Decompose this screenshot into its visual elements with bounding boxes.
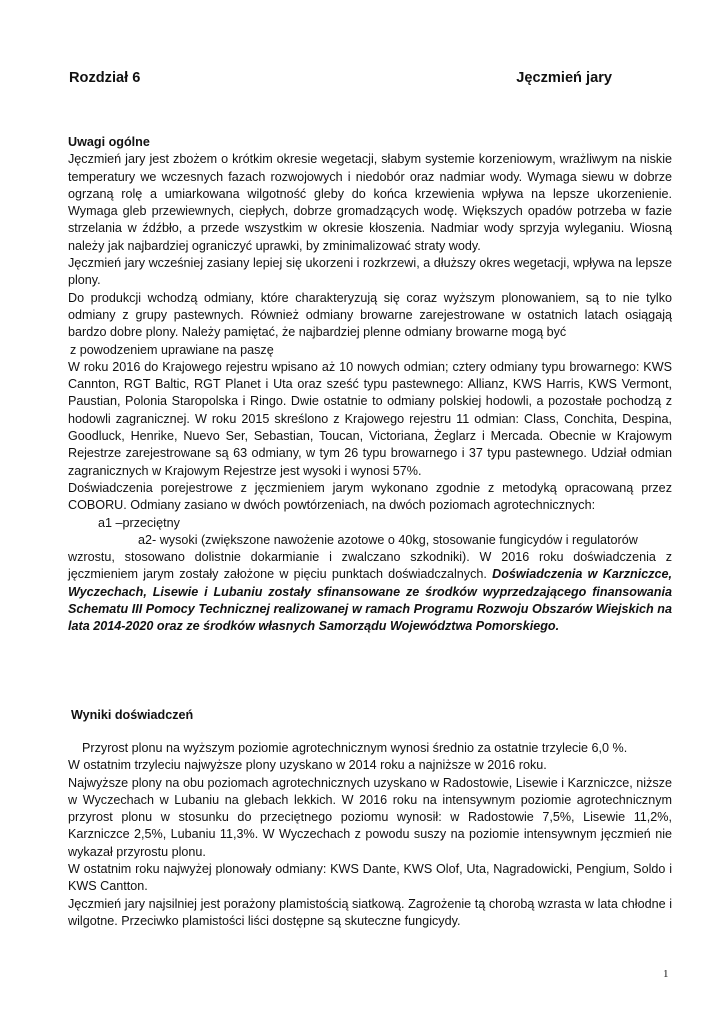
result-three-year: W ostatnim trzyleciu najwyższe plony uzyskano w 2014 roku a najniższe w 2016 roku.: [68, 758, 547, 773]
results-section: [68, 707, 672, 724]
general-remarks-heading: Uwagi ogólne: [68, 135, 150, 149]
paragraph-intro: Jęczmień jary jest zbożem o krótkim okresie wegetacji, słabym systemie korzeniowym, wrażliwym na niskie temperatury we wczesnych fazach rozwojowych i niedobór oraz nadmiar wody. Wymaga siewu w dobrze ogrzaną rolę a umiarkowana wilgotność gleby do końca krzewienia wpływa na lepsze ukorzenienie. Wymaga gleb przewiewnych, ciepłych, dobrze gromadzących wodę. Większych opadów potrzeba w fazie strzelania w źdźbło, a przede wszystkim w okresie kłoszenia. Nadmiar wody sprzyja wyleganiu. Wiosną należy jak najbardziej ograniczyć uprawki, by zminimalizować straty wody.: [68, 152, 672, 253]
result-diseases: Jęczmień jary najsilniej jest porażony plamistością siatkową. Zagrożenie tą chorobą wzrasta w lata chłodne i wilgotne. Przeciwko plamistości liści dostępne są skuteczne fungicydy.: [68, 896, 672, 928]
paragraph-a2-continued: [68, 549, 672, 635]
paragraph-early-sowing: Jęczmień jary wcześniej zasiany lepiej się ukorzeni i rozkrzewi, a dłuższy okres wegetacji, wpływa na lepsze plony.: [68, 256, 672, 288]
funding-note: Doświadczenia w Karzniczce, Wyczechach, Lisewie i Lubaniu zostały sfinansowane ze środków wyprzedzającego finansowania Schematu III Pomocy Technicznej realizowanej w ramach Programu Rozwoju Obszarów Wiejskich na lata 2014-2020 oraz ze środków własnych Samorządu Województwa Pomorskiego.: [68, 567, 673, 634]
paragraph-varieties-end: z powodzeniem uprawiane na paszę: [70, 342, 274, 357]
result-yield-increase: Przyrost plonu na wyższym poziomie agrotechnicznym wynosi średnio za ostatnie trzylecie 6,0 %.: [82, 741, 628, 755]
paragraph-register: W roku 2016 do Krajowego rejestru wpisano aż 10 nowych odmian; cztery odmiany typu browarnego: KWS Cannton, RGT Baltic, RGT Planet i Uta oraz sześć typu pastewnego: Allianz, KWS Harris, KWS Vermont, Paustian, Polonia Staropolska i Ringo. Dwie ostatnie to odmiany polskiej hodowli, a pozostałe pochodzą z hodowli zagranicznej. W roku 2015 skreślono z Krajowego rejestru 11 odmian: Class, Conchita, Despina, Goodluck, Henrike, Nuevo Ser, Sebastian, Toucan, Victoriana, Żeglarz i Mercada. Obecnie w Krajowym Rejestrze zarejestrowane są 63 odmiany, w tym 26 typu browarnego i 37 typu pastewnego. Udział odmian zagranicznych w Krajowym Rejestrze jest wysoki i wynosi 57%.: [68, 359, 672, 478]
paragraph-methodology: Doświadczenia porejestrowe z jęczmieniem jarym wykonano zgodnie z metodyką opracowaną przez COBORU. Odmiany zasiano w dwóch powtórzeniach, na dwóch poziomach agrotechnicznych:: [68, 480, 672, 513]
result-best-varieties: W ostatnim roku najwyżej plonowały odmiany: KWS Dante, KWS Olof, Uta, Nagradowicki, Pengium, Soldo i KWS Cantton.: [68, 862, 672, 894]
chapter-header: [69, 70, 612, 87]
general-remarks-section: [68, 134, 672, 636]
result-locations: Najwyższe plony na obu poziomach agrotechnicznych uzyskano w Radostowie, Lisewie i Karzniczce, niższe w Wyczechach w Lubaniu na glebach lekkich. W 2016 roku na intensywnym poziomie agrotechnicznym przyrost plonu w stosunku do przeciętnego poziomu wynosił: w Radostowie 7,5%, Lisewie 11,2%, Karzniczce 2,5%, Lubaniu 11,3%. W Wyczechach z powodu suszy na poziomie intensywnym jęczmień nie wykazał przyrostu plonu.: [68, 775, 672, 859]
level-a2: a2- wysoki (zwiększone nawożenie azotowe o 40kg, stosowanie fungicydów i regulatorów: [138, 532, 638, 547]
a2-continued-text: wzrostu, stosowano dolistnie dokarmianie i zwalczano szkodniki). W 2016 roku doświadczenia z jęczmieniem jarym zostały założone w pięciu punktach doświadczalnych.: [68, 550, 672, 582]
page-number: 1: [663, 968, 669, 980]
results-heading: Wyniki doświadczeń: [71, 708, 194, 722]
level-a1: a1 –przeciętny: [98, 515, 180, 530]
results-body: [68, 740, 672, 930]
chapter-title: Jęczmień jary: [516, 70, 612, 86]
paragraph-varieties: Do produkcji wchodzą odmiany, które charakteryzują się coraz wyższym plonowaniem, są to nie tylko odmiany z grupy pastewnych. Również odmiany browarne zarejestrowane w ostatnich latach osiągają bardzo dobre plony. Należy pamiętać, że najbardziej plenne odmiany browarne mogą być: [68, 290, 672, 340]
chapter-number: Rozdział 6: [69, 70, 141, 86]
